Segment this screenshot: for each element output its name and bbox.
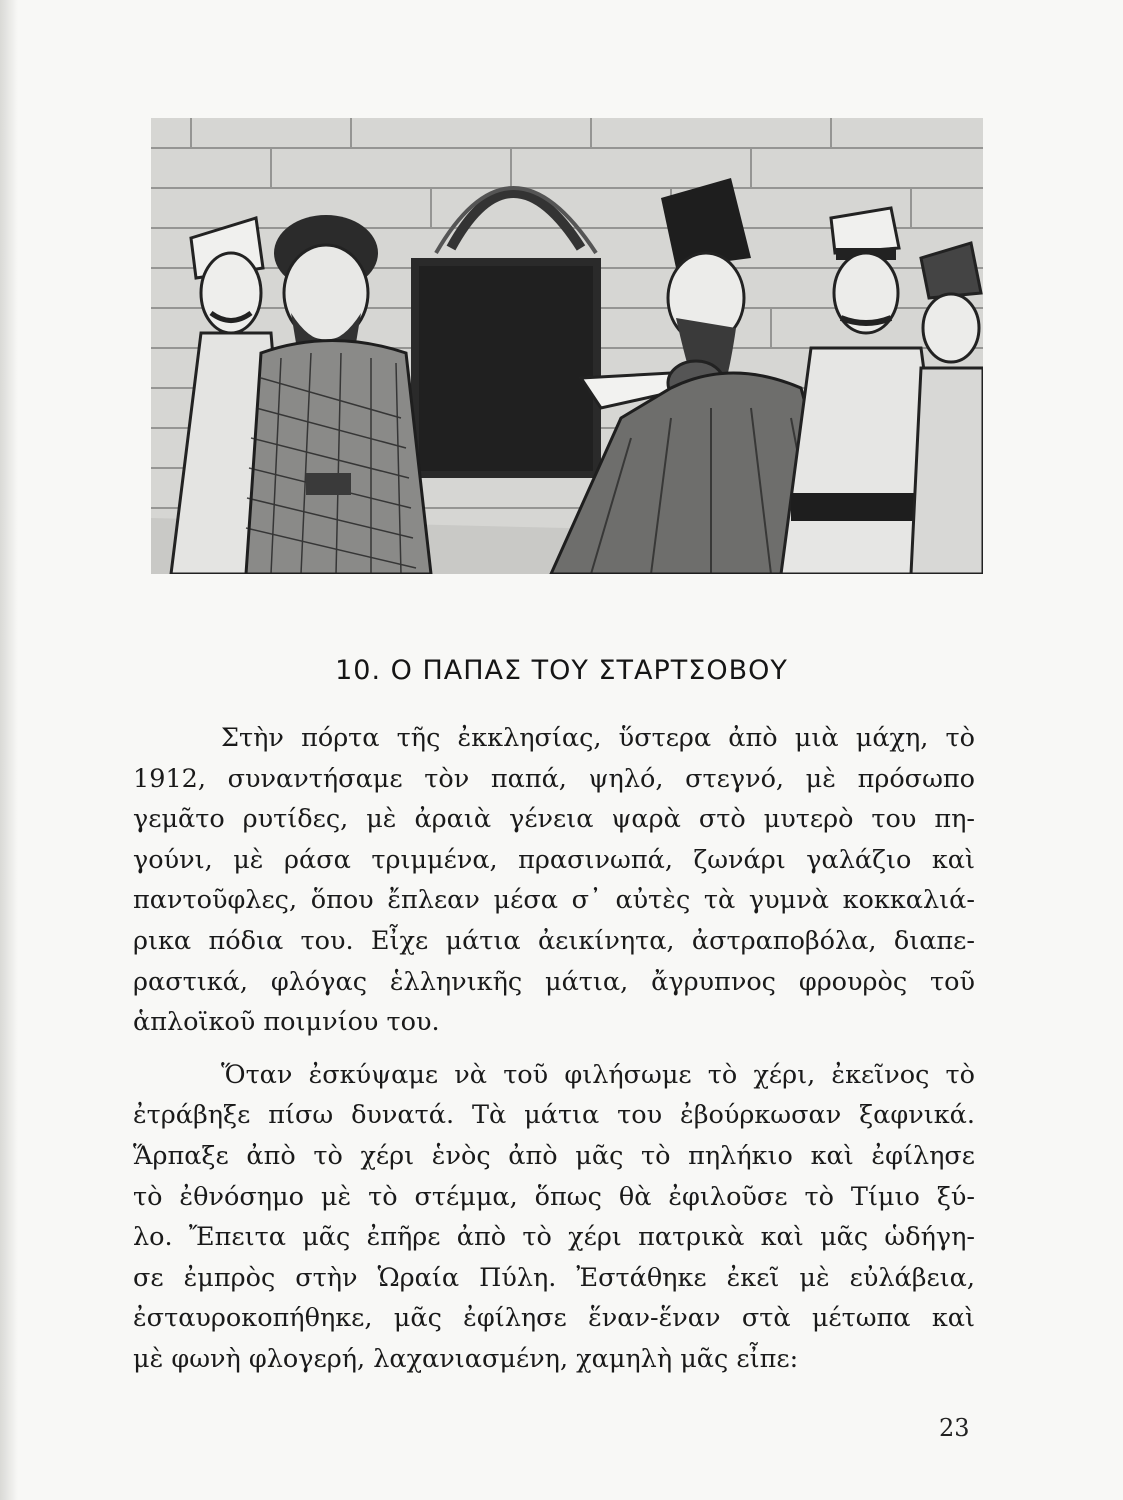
text-line: Στὴν πόρτα τῆς ἐκκλησίας, ὕστερα ἀπὸ μιὰ μάχη, τὸ bbox=[221, 723, 975, 753]
text-line: ἐσταυροκοπήθηκε, μᾶς ἐφίλησε ἕναν-ἕναν στὰ μέτωπα καὶ bbox=[133, 1303, 975, 1334]
paragraph-2 bbox=[133, 1055, 975, 1380]
text-line: τὸ ἐθνόσημο μὲ τὸ στέμμα, ὅπως θὰ ἐφιλοῦσε τὸ Τίμιο ξύ- bbox=[133, 1181, 975, 1212]
text-line: ρικα πόδια του. Εἶχε μάτια ἀεικίνητα, ἀστραποβόλα, διαπε- bbox=[133, 925, 975, 956]
illustration-priest-and-soldiers bbox=[151, 118, 983, 574]
chapter-title: 10. Ο ΠΑΠΑΣ ΤΟΥ ΣΤΑΡΤΣΟΒΟΥ bbox=[335, 655, 788, 686]
text-line: λο. Ἔπειτα μᾶς ἐπῆρε ἀπὸ τὸ χέρι πατρικὰ καὶ μᾶς ὡδήγη- bbox=[133, 1222, 975, 1253]
page-number: 23 bbox=[939, 1414, 970, 1442]
paragraph-gap bbox=[133, 1043, 975, 1055]
text-line: Ὅταν ἐσκύψαμε νὰ τοῦ φιλήσωμε τὸ χέρι, ἐκεῖνος τὸ bbox=[221, 1059, 975, 1090]
text-line: γούνι, μὲ ράσα τριμμένα, πρασινωπά, ζωνάρι γαλάζιο καὶ bbox=[133, 844, 975, 875]
body-text bbox=[133, 718, 975, 1380]
text-line: σε ἐμπρὸς στὴν Ὡραία Πύλη. Ἐστάθηκε ἐκεῖ μὲ εὐλάβεια, bbox=[133, 1262, 975, 1293]
text-line: ἁπλοϊκοῦ ποιμνίου του. bbox=[133, 1007, 440, 1038]
text-line: γεμᾶτο ρυτίδες, μὲ ἀραιὰ γένεια ψαρὰ στὸ μυτερὸ του πη- bbox=[133, 804, 975, 835]
paragraph-1 bbox=[133, 718, 975, 1043]
illustration-drawing bbox=[151, 118, 983, 574]
text-line: μὲ φωνὴ φλογερή, λαχανιασμένη, χαμηλὴ μᾶς εἶπε: bbox=[133, 1343, 799, 1374]
text-line: παντοῦφλες, ὅπου ἔπλεαν μέσα σ᾽ αὐτὲς τὰ γυμνὰ κοκκαλιά- bbox=[133, 885, 975, 916]
page-binding-shadow bbox=[0, 0, 18, 1500]
text-line: ἐτράβηξε πίσω δυνατά. Τὰ μάτια του ἐβούρκωσαν ξαφνικά. bbox=[133, 1100, 975, 1131]
text-line: Ἅρπαξε ἀπὸ τὸ χέρι ἑνὸς ἀπὸ μᾶς τὸ πηλήκιο καὶ ἐφίλησε bbox=[133, 1140, 975, 1171]
text-line: ραστικά, φλόγας ἑλληνικῆς μάτια, ἄγρυπνος φρουρὸς τοῦ bbox=[133, 966, 975, 997]
text-line: 1912, συναντήσαμε τὸν παπά, ψηλό, στεγνό, μὲ πρόσωπο bbox=[133, 763, 975, 794]
